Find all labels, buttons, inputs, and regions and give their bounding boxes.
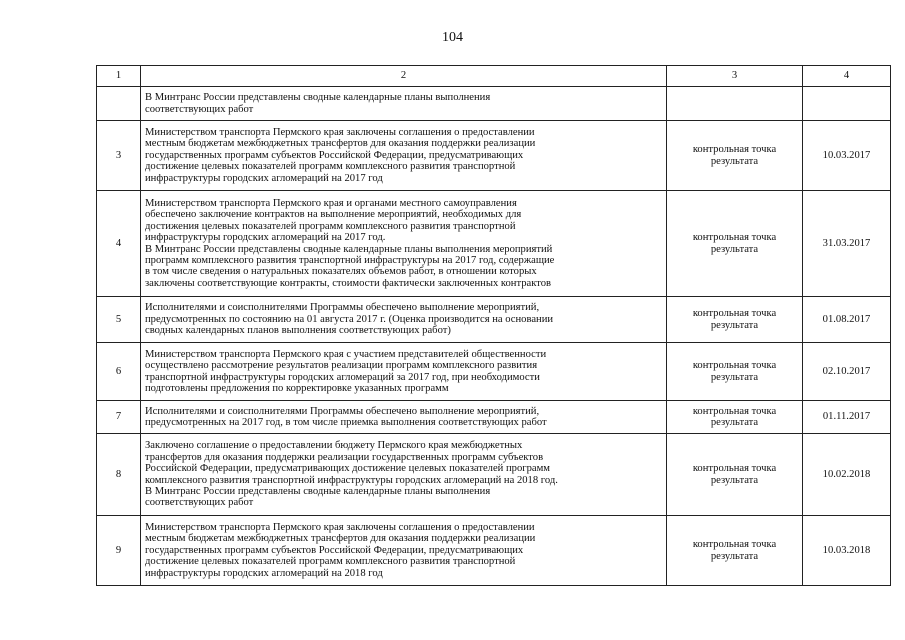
type-line: результата [710, 155, 759, 167]
row-date: 31.03.2017 [803, 191, 891, 297]
type-line: контрольная точка [692, 539, 777, 551]
type-line: контрольная точка [692, 144, 777, 156]
description-line: В Минтранс России представлены сводные календарные планы выполнения [145, 485, 491, 497]
description-line: Исполнителями и соисполнителями Программы обеспечено выполнение мероприятий, [145, 405, 540, 417]
description-line: местным бюджетам межбюджетных трансфертов для оказания поддержки реализации [145, 533, 536, 545]
row-date: 10.02.2018 [803, 434, 891, 516]
row-date: 01.08.2017 [803, 297, 891, 343]
column-header-1: 1 [97, 66, 141, 87]
description-line: местным бюджетам межбюджетных трансфертов для оказания поддержки реализации [145, 138, 536, 150]
description-line: Российской Федерации, предусматривающих достижение целевых показателей программ [145, 463, 551, 475]
description-line: осуществлено рассмотрение результатов реализации программ комплексного развития [145, 360, 538, 372]
description-line: соответствующих работ [145, 497, 254, 509]
type-line: результата [710, 550, 759, 562]
column-header-4: 4 [803, 66, 891, 87]
type-line: результата [710, 417, 759, 428]
description-line: достижение целевых показателей программ комплексного развития транспортной [145, 556, 516, 568]
description-line: подготовлены предложения по корректировке указанных программ [145, 382, 449, 394]
row-type [667, 297, 803, 343]
row-number: 9 [97, 516, 141, 586]
description-line: инфраструктуры городских агломераций на 2017 год [145, 172, 383, 184]
row-date: 01.11.2017 [803, 401, 891, 434]
type-line: результата [710, 371, 759, 383]
page-number: 104 [442, 30, 463, 45]
type-line: контрольная точка [692, 405, 777, 417]
row-date: 02.10.2017 [803, 343, 891, 401]
table-row [97, 87, 891, 121]
type-line: результата [710, 474, 759, 486]
row-description [141, 121, 667, 191]
description-line: государственных программ субъектов Российской Федерации, предусматривающих [145, 544, 524, 556]
type-line: контрольная точка [692, 360, 777, 372]
description-line: соответствующих работ [145, 103, 254, 115]
description-line: в том числе сведения о натуральных показателях объемов работ, в отношении которых [145, 266, 537, 278]
description-line: транспортной инфраструктуры городских агломераций за 2017 год, при необходимости [145, 371, 540, 383]
description-line: Министерством транспорта Пермского края заключены соглашения о предоставлении [145, 521, 535, 533]
row-type [667, 191, 803, 297]
row-type [667, 434, 803, 516]
row-date [803, 87, 891, 121]
type-line: контрольная точка [692, 308, 777, 320]
type-line: контрольная точка [692, 463, 777, 475]
description-line: государственных программ субъектов Российской Федерации, предусматривающих [145, 149, 524, 161]
row-description [141, 434, 667, 516]
row-description [141, 191, 667, 297]
type-line: контрольная точка [692, 232, 777, 244]
description-line: комплексного развития транспортной инфраструктуры городских агломераций на 2018 год. [145, 474, 558, 486]
row-description [141, 87, 667, 121]
table-row [97, 516, 891, 586]
description-line: Заключено соглашение о предоставлении бюджету Пермского края межбюджетных [145, 440, 523, 452]
row-type [667, 516, 803, 586]
row-type [667, 87, 803, 121]
row-number: 7 [97, 401, 141, 434]
milestones-table [96, 65, 891, 586]
row-type [667, 343, 803, 401]
description-line: заключены соответствующие контракты, стоимости фактически заключенных контрактов [145, 277, 552, 289]
row-number: 6 [97, 343, 141, 401]
row-description [141, 297, 667, 343]
row-number: 5 [97, 297, 141, 343]
description-line: обеспечено заключение контрактов на выполнение мероприятий, необходимых для [145, 209, 522, 221]
description-line: В Минтранс России представлены сводные календарные планы выполнения [145, 92, 491, 104]
description-line: сводных календарных планов выполнения соответствующих работ) [145, 325, 451, 337]
row-description [141, 516, 667, 586]
type-line: результата [710, 319, 759, 331]
description-line: инфраструктуры городских агломераций на 2018 год [145, 567, 383, 579]
table-row [97, 343, 891, 401]
row-description [141, 343, 667, 401]
description-line: В Минтранс России представлены сводные календарные планы выполнения мероприятий [145, 243, 553, 255]
table-row [97, 191, 891, 297]
description-line: Министерством транспорта Пермского края и органами местного самоуправления [145, 197, 517, 209]
table-row [97, 121, 891, 191]
row-description [141, 401, 667, 434]
description-line: достижение целевых показателей программ комплексного развития транспортной [145, 161, 516, 173]
table-header-row [97, 66, 891, 87]
description-line: предусмотренных по состоянию на 01 августа 2017 г. (Оценка производится на основании [145, 313, 554, 325]
row-date: 10.03.2017 [803, 121, 891, 191]
row-number: 4 [97, 191, 141, 297]
row-type [667, 401, 803, 434]
type-line: результата [710, 243, 759, 255]
description-line: Министерством транспорта Пермского края с участием представителей общественности [145, 348, 547, 360]
description-line: достижения целевых показателей программ комплексного развития транспортной [145, 220, 516, 232]
description-line: предусмотренных на 2017 год, в том числе приемка выполнения соответствующих работ [145, 417, 547, 428]
row-date: 10.03.2018 [803, 516, 891, 586]
column-header-2: 2 [141, 66, 667, 87]
row-number [97, 87, 141, 121]
description-line: Министерством транспорта Пермского края заключены соглашения о предоставлении [145, 126, 535, 138]
description-line: трансфертов для оказания поддержки реализации государственных программ субъектов [145, 451, 544, 463]
description-line: Исполнителями и соисполнителями Программы обеспечено выполнение мероприятий, [145, 302, 540, 314]
table-row [97, 434, 891, 516]
description-line: инфраструктуры городских агломераций на 2017 год. [145, 232, 386, 244]
table-row [97, 401, 891, 434]
row-number: 3 [97, 121, 141, 191]
description-line: программ комплексного развития транспортной инфраструктуры на 2017 год, содержащие [145, 254, 555, 266]
table-row [97, 297, 891, 343]
column-header-3: 3 [667, 66, 803, 87]
row-number: 8 [97, 434, 141, 516]
row-type [667, 121, 803, 191]
